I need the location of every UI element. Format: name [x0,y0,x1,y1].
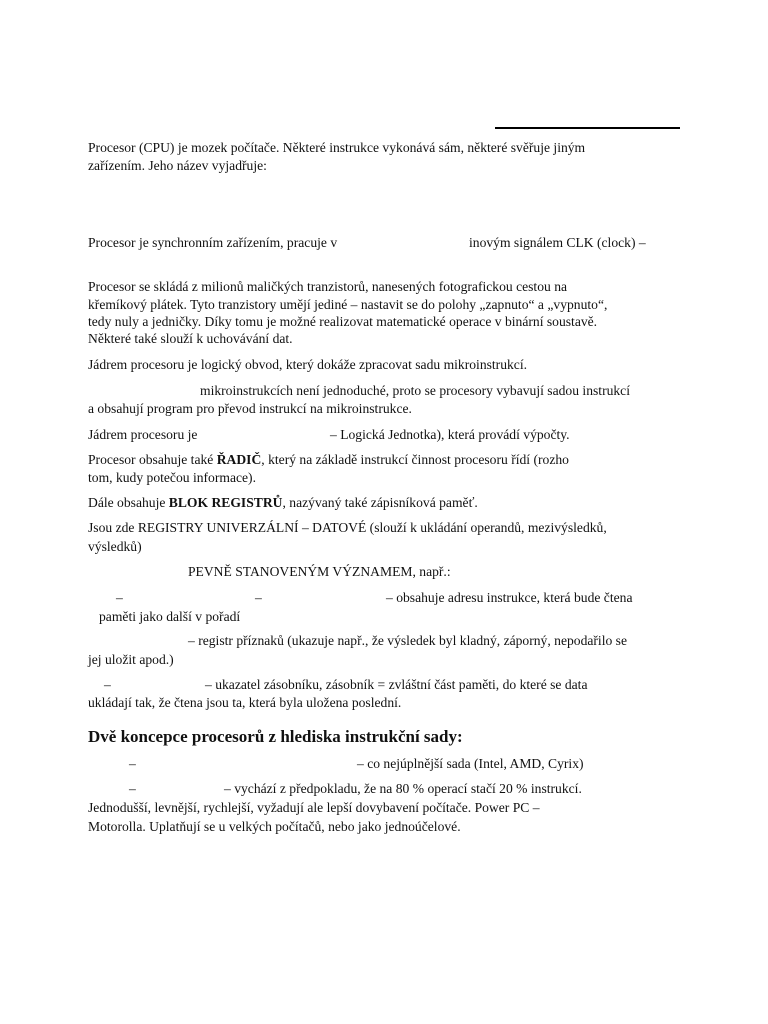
p11-line2: paměti jako další v pořadí [99,609,241,624]
c2-line3: Motorolla. Uplatňují se u velkých počítačů, nebo jako jednoúčelové. [88,819,461,834]
p7-line1 [88,451,569,468]
p7-pre: Procesor obsahuje také [88,452,217,467]
p13-line2: ukládají tak, že čtena jsou ta, která byla uložena poslední. [88,695,402,710]
p3-line2: křemíkový plátek. Tyto tranzistory umějí jediné – nastavit se do polohy „zapnuto“ a „vypnuto“, [88,297,608,312]
c1-rest: – co nejúplnější sada (Intel, AMD, Cyrix) [357,756,584,771]
p13-rest: – ukazatel zásobníku, zásobník = zvláštní část paměti, do které se data [205,677,588,692]
p3-line4: Některé také slouží k uchovávání dat. [88,331,293,346]
p8-bold: BLOK REGISTRŮ [168,495,283,510]
p2-part-b: inovým signálem CLK (clock) – [469,235,646,250]
p3-line3: tedy nuly a jedničky. Díky tomu je možné realizovat matematické operace v binární soustavě. [88,314,598,329]
c1-dash: – [129,756,136,771]
p6-part-a: Jádrem procesoru je [88,427,198,442]
p3-line1: Procesor se skládá z milionů maličkých tranzistorů, nanesených fotografickou cestou na [88,279,568,294]
p2-part-a: Procesor je synchronním zařízením, pracuje v [88,235,338,250]
p10-line: PEVNĚ STANOVENÝM VÝZNAMEM, např.: [188,564,451,579]
p5-line1: mikroinstrukcích není jednoduché, proto se procesory vybavují sadou instrukcí [200,383,630,398]
p4-line: Jádrem procesoru je logický obvod, který dokáže zpracovat sadu mikroinstrukcí. [88,357,528,372]
p13-dash: – [104,677,111,692]
p7-line2: tom, kudy potečou informace). [88,470,256,485]
p8-line [88,494,478,511]
p6-part-b: – Logická Jednotka), která provádí výpočty. [330,427,570,442]
p11-dash2: – [255,590,262,605]
p1-line1: Procesor (CPU) je mozek počítače. Některé instrukce vykonává sám, některé svěřuje jiným [88,140,586,155]
p1-line2: zařízením. Jeho název vyjadřuje: [88,158,267,173]
p5-line2: a obsahují program pro převod instrukcí na mikroinstrukce. [88,401,412,416]
p7-bold: ŘADIČ [216,452,262,467]
section-heading: Dvě koncepce procesorů z hlediska instrukční sady: [88,727,463,746]
p9-line1: Jsou zde REGISTRY UNIVERZÁLNÍ – DATOVÉ (slouží k ukládání operandů, mezivýsledků, [88,520,607,535]
c2-rest: – vychází z předpokladu, že na 80 % operací stačí 20 % instrukcí. [224,781,582,796]
p9-line2: výsledků) [88,539,142,554]
p8-pre: Dále obsahuje [88,495,169,510]
p12-line1: – registr příznaků (ukazuje např., že výsledek byl kladný, záporný, nepodařilo se [188,633,628,648]
p11-rest: – obsahuje adresu instrukce, která bude čtena [386,590,633,605]
top-rule [495,127,680,129]
p12-line2: jej uložit apod.) [88,652,174,667]
p11-dash1: – [116,590,123,605]
p7-post: , který na základě instrukcí činnost procesoru řídí (rozho [261,452,569,467]
c2-line2: Jednodušší, levnější, rychlejší, vyžadují ale lepší dovybavení počítače. Power PC – [88,800,540,815]
c2-dash: – [129,781,136,796]
p8-post: , nazývaný také zápisníková paměť. [282,495,478,510]
